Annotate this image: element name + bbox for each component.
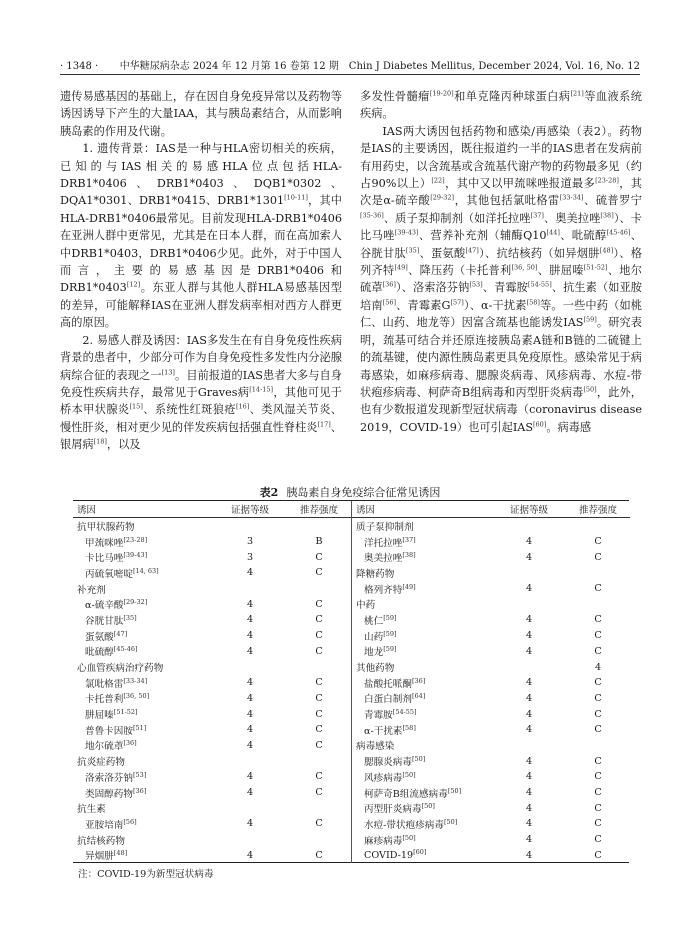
triggers-table — [73, 500, 629, 863]
trigger-name: 降糖药物 — [356, 568, 395, 580]
table-right-half — [351, 501, 630, 863]
evidence-level: 4 — [525, 755, 533, 767]
table-row — [73, 644, 351, 660]
citation: [59] — [383, 613, 397, 622]
evidence-level: 4 — [525, 677, 533, 689]
table-row — [73, 722, 351, 738]
recommendation-strength: 4 — [594, 661, 602, 673]
recommendation-strength: C — [594, 802, 602, 814]
recommendation-strength: C — [315, 567, 323, 579]
recommendation-strength: C — [315, 645, 323, 657]
table-row — [352, 753, 630, 769]
header-trigger: 诱因 — [356, 505, 376, 516]
citation: [17] — [317, 419, 331, 428]
citation: [50] — [444, 817, 458, 826]
evidence-level: 4 — [525, 834, 533, 846]
citation: [58] — [402, 723, 416, 732]
table-row — [352, 675, 630, 691]
table-row — [73, 706, 351, 722]
citation: [37] — [402, 535, 416, 544]
table-category-row — [73, 581, 351, 597]
table-category-row — [352, 738, 630, 754]
trigger-name: 洛索洛芬钠[53] — [85, 770, 147, 784]
table-category-row — [352, 659, 630, 675]
citation: [18] — [93, 437, 107, 446]
citation: [54-55] — [392, 707, 417, 716]
recommendation-strength: C — [315, 614, 323, 626]
evidence-level: 3 — [246, 536, 254, 548]
trigger-name: 抗生素 — [77, 804, 106, 816]
evidence-level: 4 — [246, 614, 254, 626]
table-row — [73, 816, 351, 832]
trigger-name: α-干扰素[58] — [364, 723, 416, 737]
table-row — [352, 832, 630, 848]
citation: [14-15] — [249, 385, 274, 394]
citation: [49] — [402, 582, 416, 591]
recommendation-strength: C — [594, 536, 602, 548]
table-row — [352, 816, 630, 832]
citation: [64] — [411, 692, 426, 701]
table-row — [73, 769, 351, 785]
trigger-name: 桃仁[59] — [364, 613, 397, 627]
recommendation-strength: C — [594, 755, 602, 767]
citation: [50] — [411, 754, 426, 763]
citation: [39-43] — [123, 551, 148, 560]
evidence-level: 4 — [525, 787, 533, 799]
citation: [53] — [132, 770, 147, 779]
citation: [14, 63] — [132, 566, 159, 575]
citation: [48] — [113, 849, 128, 858]
table-category-row — [73, 832, 351, 848]
trigger-name: 腮腺炎病毒[50] — [364, 754, 426, 769]
trigger-name: 亚胺培南[56] — [85, 817, 137, 831]
evidence-level: 4 — [525, 802, 533, 814]
table-body-left — [73, 518, 351, 863]
citation: [29-32] — [123, 598, 148, 607]
evidence-level: 4 — [246, 598, 254, 610]
table-row — [352, 785, 630, 801]
table-category-row — [73, 518, 351, 534]
table-row — [73, 565, 351, 581]
trigger-name: 麻疹病毒[50] — [364, 833, 416, 847]
recommendation-strength: C — [315, 598, 323, 610]
citation: [33-34] — [123, 676, 148, 685]
table-row — [73, 596, 351, 612]
recommendation-strength: C — [594, 645, 602, 657]
citation: [59] — [383, 645, 397, 654]
trigger-name: 病毒感染 — [356, 741, 395, 753]
evidence-level: 4 — [525, 692, 533, 704]
recommendation-strength: C — [594, 708, 602, 720]
trigger-name: 抗结核药物 — [77, 835, 125, 847]
evidence-level: 4 — [525, 818, 533, 830]
table-row — [352, 534, 630, 550]
evidence-level: 4 — [525, 630, 533, 642]
evidence-level: 4 — [246, 567, 254, 579]
table-header-row — [73, 501, 351, 518]
trigger-name: 氯吡格雷[33-34] — [85, 676, 148, 690]
trigger-name: 中药 — [356, 600, 376, 612]
header-trigger: 诱因 — [77, 505, 97, 516]
table-category-row — [73, 753, 351, 769]
trigger-name: 地尔硫䓬[36] — [85, 739, 137, 753]
trigger-name: 丙型肝炎病毒[50] — [364, 802, 435, 816]
recommendation-strength: C — [315, 551, 323, 563]
table-header-row — [352, 501, 630, 518]
citation: [36] — [411, 676, 426, 685]
table-row — [352, 691, 630, 707]
trigger-name: 肼屈嗪[51-52] — [85, 707, 138, 722]
trigger-name: 异烟肼[48] — [85, 849, 128, 863]
trigger-name: 水痘-带状疱疹病毒[50] — [364, 817, 458, 831]
citation: [15] — [129, 402, 143, 411]
page-number: · 1348 · — [60, 61, 99, 72]
table-left-half — [73, 501, 351, 863]
recommendation-strength: C — [594, 771, 602, 783]
trigger-name: 奥美拉唑[38] — [364, 551, 416, 565]
citation: [50] — [402, 770, 416, 779]
evidence-level: 4 — [525, 614, 533, 626]
citation: [50] — [447, 786, 462, 795]
page-header — [60, 56, 640, 75]
citation: [51-52] — [113, 707, 138, 716]
table-category-row — [352, 596, 630, 612]
trigger-name: 普鲁卡因胺[51] — [85, 723, 147, 737]
recommendation-strength: C — [594, 551, 602, 563]
recommendation-strength: C — [315, 818, 323, 830]
table-category-row — [352, 518, 630, 534]
table-row — [352, 612, 630, 628]
evidence-level: 4 — [525, 724, 533, 736]
evidence-level: 4 — [246, 692, 254, 704]
trigger-name: 补充剂 — [77, 584, 106, 596]
table-row — [352, 706, 630, 722]
citation: [56] — [123, 817, 137, 826]
citation: [23-28] — [123, 535, 148, 544]
table-row — [352, 800, 630, 816]
recommendation-strength: C — [594, 692, 602, 704]
trigger-name: 丙硫氧嘧啶[14, 63] — [85, 566, 159, 580]
trigger-name: 吡硫醇[45-46] — [85, 645, 138, 659]
table-row — [73, 534, 351, 550]
evidence-level: 4 — [246, 849, 254, 861]
recommendation-strength: C — [594, 677, 602, 689]
table-footnote: 注：COVID-19为新型冠状病毒 — [78, 869, 214, 880]
trigger-name: 风疹病毒[50] — [364, 770, 416, 784]
left-column — [60, 88, 342, 478]
evidence-level: 4 — [246, 630, 254, 642]
evidence-level: 4 — [525, 536, 533, 548]
citation: [36, 50] — [123, 692, 150, 701]
citation: [50] — [421, 802, 435, 811]
evidence-level: 4 — [525, 551, 533, 563]
paragraph: 多发性骨髓瘤[19-20]和单克隆丙种球蛋白病[21]等血液系统疾病。 — [360, 89, 642, 121]
citation: [60] — [413, 847, 427, 856]
evidence-level: 4 — [246, 787, 254, 799]
recommendation-strength: C — [315, 677, 323, 689]
trigger-name: 甲巯咪唑[23-28] — [85, 535, 148, 549]
trigger-name: 心血管疾病治疗药物 — [77, 663, 164, 675]
table-row — [73, 691, 351, 707]
recommendation-strength: C — [594, 834, 602, 846]
recommendation-strength: C — [315, 849, 323, 861]
header-evidence-level: 证据等级 — [230, 505, 269, 516]
recommendation-strength: C — [315, 739, 323, 751]
trigger-name: 盐酸托哌酮[36] — [364, 676, 426, 690]
recommendation-strength: C — [315, 787, 323, 799]
citation: [59] — [383, 629, 397, 638]
recommendation-strength: C — [594, 614, 602, 626]
recommendation-strength: C — [315, 692, 323, 704]
trigger-name: 其他药物 — [356, 663, 395, 675]
header-recommendation: 推荐强度 — [299, 505, 338, 516]
evidence-level: 4 — [246, 724, 254, 736]
recommendation-strength: C — [594, 818, 602, 830]
recommendation-strength: C — [594, 787, 602, 799]
table-row — [73, 785, 351, 801]
trigger-name: 青霉胺[54-55] — [364, 707, 417, 722]
recommendation-strength: C — [315, 630, 323, 642]
recommendation-strength: C — [594, 630, 602, 642]
paragraph: 遗传易感基因的基础上，存在因自身免疫异常以及药物等诱因诱导下产生的大量IAA，其与胰岛素结合，从而影响胰岛素的作用及代谢。 — [60, 90, 342, 138]
table-row — [352, 722, 630, 738]
table-title: 胰岛素自身免疫综合征常见诱因 — [286, 486, 441, 499]
table-row — [73, 738, 351, 754]
trigger-name: 谷胱甘肽[35] — [85, 613, 137, 627]
right-column — [360, 88, 642, 478]
recommendation-strength: C — [594, 583, 602, 595]
citation: [13] — [161, 367, 175, 376]
recommendation-strength: B — [315, 536, 323, 548]
evidence-level: 4 — [525, 849, 533, 861]
evidence-level: 4 — [246, 818, 254, 830]
evidence-level: 4 — [525, 708, 533, 720]
trigger-name: 格列齐特[49] — [364, 582, 416, 596]
trigger-name: 抗炎症药物 — [77, 757, 125, 769]
evidence-level: 4 — [525, 583, 533, 595]
evidence-level: 4 — [246, 677, 254, 689]
header-evidence-level: 证据等级 — [509, 505, 548, 516]
trigger-name: 卡托普利[36, 50] — [85, 692, 150, 706]
paragraph-triggers: IAS两大诱因包括药物和感染/再感染（表2）。药物是IAS的主要诱因，既往报道约一半的IAS患者在发病前有用药史，以含巯基或含巯基代谢产物的药物最多见（约占90%以上）[22]，其中又以甲巯咪唑报道最多[23-28]，其次是α-硫辛酸[29-32]，其他包括氯吡格雷[33-34]、硫普罗宁[35-36]、质子泵抑制剂（如洋托拉唑[37]、奥美拉唑[38]）、卡比马唑[39-43]、营养补充剂（辅酶Q10[44]、吡硫醇[45-46]、谷胱甘肽[35]、蛋氨酸[47]）、抗结核药（如异烟肼[48]）、格列齐特[49]、降压药（卡托普利[36, 50]、肼屈嗪[51-52]、地尔硫䓬[36]）、洛索洛芬钠[53]、青霉胺[54-55]、抗生素（如亚胺培南[56]、青霉素G[57]）、α-干扰素[58]等。一些中药（如桃仁、山药、地龙等）因富含巯基也能诱发IAS[59]。研究表明，巯基可结合并还原连接胰岛素A链和B链的二硫键上的巯基键，使内源性胰岛素更具免疫原性。感染常见于病毒感染，如麻疹病毒、腮腺炎病毒、风疹病毒、水痘-带状疱疹病毒、柯萨奇B组病毒和丙型肝炎病毒[50]，此外，也有少数报道发现新型冠状病毒（coronavirus disease 2019，COVID-19）也可引起IAS[60]。病毒感 — [360, 124, 642, 434]
table-label: 表2 — [259, 486, 279, 499]
journal-running-head: 中华糖尿病杂志 2024 年 12 月第 16 卷第 12 期 Chin J Diabetes Mellitus, December 2024, Vol. 16, No. 12 — [119, 61, 640, 72]
recommendation-strength: C — [315, 724, 323, 736]
evidence-level: 4 — [246, 645, 254, 657]
recommendation-strength: C — [594, 724, 602, 736]
evidence-level: 4 — [246, 739, 254, 751]
citation: [51] — [132, 723, 147, 732]
table-row — [73, 549, 351, 565]
table-category-row — [352, 565, 630, 581]
table-row — [352, 581, 630, 597]
recommendation-strength: C — [315, 708, 323, 720]
citation: [38] — [402, 551, 416, 560]
table-category-row — [73, 659, 351, 675]
table-row — [352, 847, 630, 863]
trigger-name: 抗甲状腺药物 — [77, 521, 135, 533]
evidence-level: 4 — [246, 771, 254, 783]
table-row — [73, 847, 351, 863]
trigger-name: 蛋氨酸[47] — [85, 629, 128, 643]
paragraph-susceptible-population: 2. 易感人群及诱因：IAS多发生在有自身免疫性疾病背景的患者中，少部分可作为自身免疫性多发性内分泌腺病综合征的表现之一[13]。目前报道的IAS患者大多与自身免疫性疾病共存，最常见于Graves病[14-15]，其他可见于桥本甲状腺炎[15]、系统性红斑狼疮[16]、类风湿关节炎、慢性肝炎，相对更少见的伴发疾病包括强直性脊柱炎[17]、银屑病[18]，以及 — [60, 333, 342, 452]
table-row — [352, 769, 630, 785]
table-row — [352, 628, 630, 644]
evidence-level: 4 — [525, 771, 533, 783]
table-row — [73, 628, 351, 644]
citation: [47] — [113, 629, 128, 638]
citation: [36] — [123, 739, 137, 748]
table-row — [73, 675, 351, 691]
citation: [35] — [123, 613, 137, 622]
trigger-name: 柯萨奇B组流感病毒[50] — [364, 786, 462, 800]
table-body-right — [352, 518, 630, 863]
citation: [12] — [126, 280, 141, 289]
citation: [36] — [132, 786, 147, 795]
table-category-row — [73, 800, 351, 816]
evidence-level: 3 — [246, 551, 254, 563]
trigger-name: 山药[59] — [364, 629, 397, 643]
table-row — [73, 612, 351, 628]
trigger-name: 质子泵抑制剂 — [356, 521, 414, 533]
trigger-name: 卡比马唑[39-43] — [85, 551, 148, 565]
evidence-level: 4 — [525, 645, 533, 657]
trigger-name: 白蛋白制剂[64] — [364, 692, 426, 706]
trigger-name: α-硫辛酸[29-32] — [85, 598, 148, 612]
evidence-level: 4 — [246, 708, 254, 720]
paragraph-genetic-background: 1. 遗传背景：IAS是一种与HLA密切相关的疾病，已知的与IAS相关的易感HLA位点包括HLA-DRB1*0406、DRB1*0403、DQB1*0302、DQA1*0301、DRB1*0415、DRB1*1301[10-11]，其中HLA-DRB1*0406最常见。目前发现HLA-DRB1*0406在亚洲人群中更常见，尤其是在日本人群，而在高加索人中DRB1*0403，DRB1*0406少见。此外，对于中国人而言，主要的易感基因是DRB1*0406和DRB1*0403[12]。东亚人群与其他人群HLA易感基因型的差异，可能解释IAS在亚洲人群发病率相对西方人群更高的原因。 — [60, 142, 342, 330]
citation: [16] — [235, 402, 250, 411]
body-text — [60, 88, 640, 478]
trigger-name: 类固醇药物[36] — [85, 786, 147, 800]
trigger-name: 洋托拉唑[37] — [364, 535, 416, 549]
trigger-name: 地龙[59] — [364, 645, 397, 659]
trigger-name: COVID-19[60] — [364, 847, 427, 861]
header-recommendation: 推荐强度 — [578, 505, 617, 516]
table-row — [352, 549, 630, 565]
table-row — [352, 644, 630, 660]
recommendation-strength: C — [315, 771, 323, 783]
citation: [45-46] — [113, 645, 138, 654]
citation: [50] — [402, 833, 416, 842]
table-caption — [60, 484, 640, 500]
recommendation-strength: C — [594, 849, 602, 861]
citation: [10-11] — [284, 193, 308, 202]
